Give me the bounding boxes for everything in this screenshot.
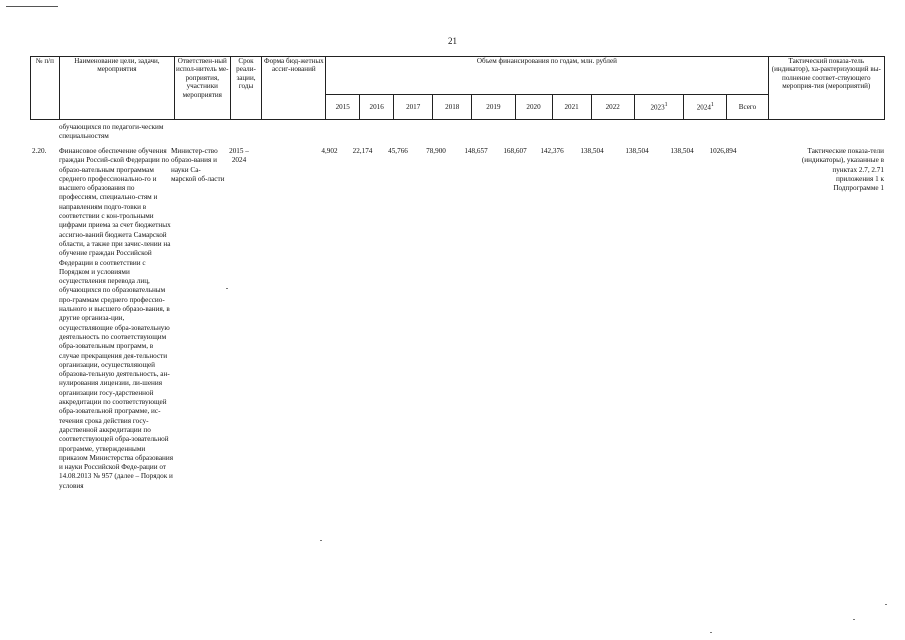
footnote-mark: 1	[710, 102, 714, 109]
row-indicator: Тактические показа-тели (индикаторы), указанные в пунктах 2.7, 2.71 приложения 1 к Подпрограмме 1	[801, 147, 884, 193]
scan-speck	[885, 604, 887, 605]
year-2017: 2017	[394, 94, 433, 119]
scan-speck	[320, 540, 322, 541]
year-2023: 2023$^1$	[634, 94, 683, 119]
header-responsible: Ответствен-ный испол-нитель ме-роприятия, участники мероприятия	[175, 57, 231, 120]
continuation-text: обучающихся по педагоги-ческим специальностям	[59, 123, 164, 140]
financing-table-header	[30, 56, 885, 120]
row-term: 2015 – 2024	[229, 147, 249, 165]
header-name: Наименование цели, задачи, мероприятия	[59, 57, 174, 120]
value-2024: 138,504	[670, 147, 694, 155]
header-num: № п/п	[31, 57, 60, 120]
value-2021: 142,376	[540, 147, 564, 155]
row-responsible: Министер-ство образо-вания и науки Са-марской об-ласти	[171, 147, 225, 183]
value-2015: 4,902	[321, 147, 338, 155]
value-total: 1026,894	[709, 147, 737, 155]
year-2020: 2020	[515, 94, 552, 119]
scan-speck	[226, 288, 228, 289]
year-2021: 2021	[552, 94, 591, 119]
scan-speck	[853, 619, 855, 620]
value-2022: 138,504	[580, 147, 604, 155]
year-2022: 2022	[591, 94, 634, 119]
value-2019: 148,657	[464, 147, 488, 155]
scan-speck	[710, 632, 712, 633]
header-form: Форма бюд-жетных ассиг-нований	[262, 57, 326, 120]
value-2018: 78,900	[426, 147, 446, 155]
value-2023: 138,504	[625, 147, 649, 155]
year-2015: 2015	[326, 94, 360, 119]
year-2024: 2024$^1$	[684, 94, 727, 119]
value-2016: 22,174	[352, 147, 373, 155]
footnote-mark: 1	[664, 102, 668, 109]
value-2017: 45,766	[388, 147, 408, 155]
value-2020: 168,607	[503, 147, 527, 155]
year-2016: 2016	[360, 94, 394, 119]
page-number: 21	[448, 36, 457, 46]
header-financing: Объем финансирования по годам, млн. рублей	[326, 57, 768, 95]
year-total: Всего	[727, 94, 768, 119]
year-2018: 2018	[433, 94, 472, 119]
year-2019: 2019	[472, 94, 515, 119]
row-measure-name: Финансовое обеспечение обучения граждан Россий-ской Федерации по образо-вательным программам среднего профессионально-го и высшего образования по профессиям, специально-стям и направлениям подго-товки в соответствии с кон-трольными цифрами приема за счет бюджетных ассигно-ваний бюджета Самарской области, а также при зачис-лении на обучение граждан Российской Федерации в соответствии с Порядком и условиями осуществления перевода лиц, обучающихся по образовательным про-граммам среднего профессио-нального и высшего образо-вания, в другие организа-ции, осуществляющие обра-зовательную деятельность по соответствующим обра-зовательным программ, в случае прекращения дея-тельности организации, осуществляющей образова-тельную деятельность, ан-нулирования лицензии, ли-шения организации госу-дарственной аккредитации по соответствующей обра-зовательной программе, ис-течения срока действия госу-дарственной аккредитации по соответствующей обра-зовательной программе, утвержденными приказом Министерства образования и науки Российской Феде-рации от 14.08.2013 № 957 (далее – Порядок и условия	[59, 147, 174, 490]
header-term: Срок реали-зации, годы	[230, 57, 262, 120]
row-number: 2.20.	[32, 147, 47, 155]
header-indicator: Тактический показа-тель (индикатор), ха-рактеризующий вы-полнение соответ-ствующего мероприя-тия (мероприятий)	[768, 57, 884, 120]
corner-mark	[6, 6, 58, 7]
